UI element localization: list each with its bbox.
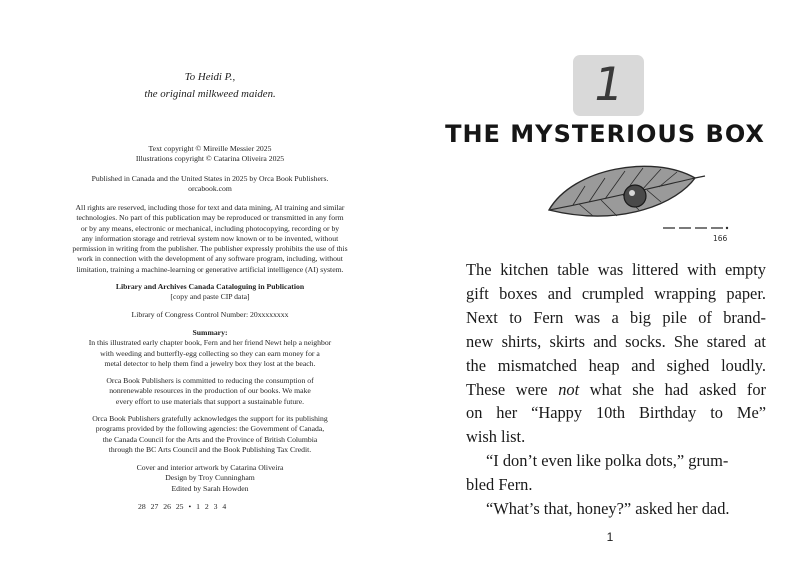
publisher-website: orcabook.com <box>188 184 232 194</box>
printing-line <box>50 502 370 512</box>
lccn <box>50 310 370 320</box>
body-line: “I don’t even like polka dots,” grum- <box>486 451 729 471</box>
printing-bullet: • <box>188 502 192 511</box>
environment-line: nonrenewable resources in the production of our books. We make <box>109 386 311 396</box>
printing-number: 1 <box>196 502 200 511</box>
copyright-credits <box>50 144 370 165</box>
cip-block <box>50 282 370 303</box>
text-copyright: Text copyright © Mireille Messier 2025 <box>148 144 272 153</box>
design-credit: Design by Troy Cunningham <box>165 473 255 483</box>
chapter-number-badge <box>573 55 644 116</box>
printing-number: 3 <box>213 502 218 511</box>
illustration-label: 166 <box>713 234 728 243</box>
acknowledgment-block <box>50 414 370 455</box>
body-line-emphasis <box>466 378 766 402</box>
summary-line: metal detector to help them find a jewelry box they lost at the beach. <box>104 358 316 368</box>
body-line: Next to Fern was a big pile of brand- <box>466 307 766 327</box>
body-line: wish list. <box>466 427 526 447</box>
artwork-credit: Cover and interior artwork by Catarina Oliveira <box>136 463 284 472</box>
rights-line: technologies. No part of this publication may be reproduced or transmitted in any form <box>76 213 344 223</box>
body-line: The kitchen table was littered with empty <box>466 260 766 279</box>
summary-block <box>50 328 370 369</box>
measurement-marker-icon <box>663 227 728 229</box>
chapter-body <box>466 258 766 521</box>
rights-line: limitation, training a machine-learning or generative artificial intelligence (AI) system. <box>76 264 344 274</box>
printing-number: 25 <box>175 502 184 511</box>
body-line: on her “Happy 10th Birthday to Me” <box>466 403 766 423</box>
lccn-line: Library of Congress Control Number: 20xxxxxxxx <box>131 310 289 319</box>
dedication-line: To Heidi P., <box>184 71 236 83</box>
body-fragment: These were <box>466 379 548 399</box>
printing-number: 28 <box>138 502 146 511</box>
publication-line: Published in Canada and the United States in 2025 by Orca Book Publishers. <box>91 174 329 183</box>
publication-info <box>50 174 370 195</box>
rights-line: permission in writing from the publisher. The publisher expressly prohibits the use of this <box>72 244 348 254</box>
leaf-egg-illustration <box>543 158 743 243</box>
cip-note: [copy and paste CIP data] <box>170 292 250 302</box>
summary-line: with weeding and butterfly-egg collecting so they can earn money for a <box>100 348 320 358</box>
printing-number: 27 <box>150 502 159 511</box>
body-line: the mismatched heap and sighed loudly. <box>466 355 766 375</box>
page-number: 1 <box>606 530 614 544</box>
environment-statement <box>50 376 370 407</box>
chapter-title: THE MYSTERIOUS BOX <box>445 120 765 148</box>
dedication-line: the original milkweed maiden. <box>144 88 276 100</box>
production-credits <box>50 463 370 494</box>
environment-line: every effort to use materials that support a sustainable future. <box>115 396 305 406</box>
editor-credit: Edited by Sarah Howden <box>171 483 249 493</box>
chapter-number: 1 <box>589 57 628 111</box>
dedication <box>80 69 340 103</box>
summary-heading: Summary: <box>192 328 228 337</box>
printing-number: 26 <box>163 502 171 511</box>
rights-line: or by any means, electronic or mechanical, including photocopying, recording or by <box>80 223 340 233</box>
butterfly-egg-icon <box>624 185 646 207</box>
rights-notice <box>50 203 370 275</box>
rights-line: work in connection with the development of any software program, including, without <box>77 254 343 264</box>
rights-line: any information storage and retrieval system now known or to be invented, without <box>81 233 339 243</box>
rights-line: All rights are reserved, including those for text and data mining, AI training and similar <box>75 203 345 212</box>
cip-heading: Library and Archives Canada Cataloguing in Publication <box>115 282 305 291</box>
acknowledgment-line: through the BC Arts Council and the Book Publishing Tax Credit. <box>108 444 312 454</box>
body-line: bled Fern. <box>466 475 533 495</box>
body-line: new shirts, skirts and socks. She stared at <box>466 331 766 351</box>
environment-line: Orca Book Publishers is committed to reducing the consumption of <box>106 376 314 385</box>
acknowledgment-line: the Canada Council for the Arts and the Province of British Columbia <box>102 434 318 444</box>
body-fragment: what she had asked for <box>589 379 766 399</box>
body-line: gift boxes and crumpled wrapping paper. <box>466 283 766 303</box>
acknowledgment-line: programs provided by the following agencies: the Government of Canada, <box>95 424 325 434</box>
acknowledgment-line: Orca Book Publishers gratefully acknowledges the support for its publishing <box>92 414 328 423</box>
illustrations-copyright: Illustrations copyright © Catarina Oliveira 2025 <box>135 154 285 164</box>
body-line: “What’s that, honey?” asked her dad. <box>486 499 730 519</box>
emphasis-word: not <box>558 379 580 399</box>
printing-number: 4 <box>222 502 227 511</box>
summary-line: In this illustrated early chapter book, Fern and her friend Newt help a neighbor <box>88 338 332 348</box>
printing-number: 2 <box>204 502 209 511</box>
